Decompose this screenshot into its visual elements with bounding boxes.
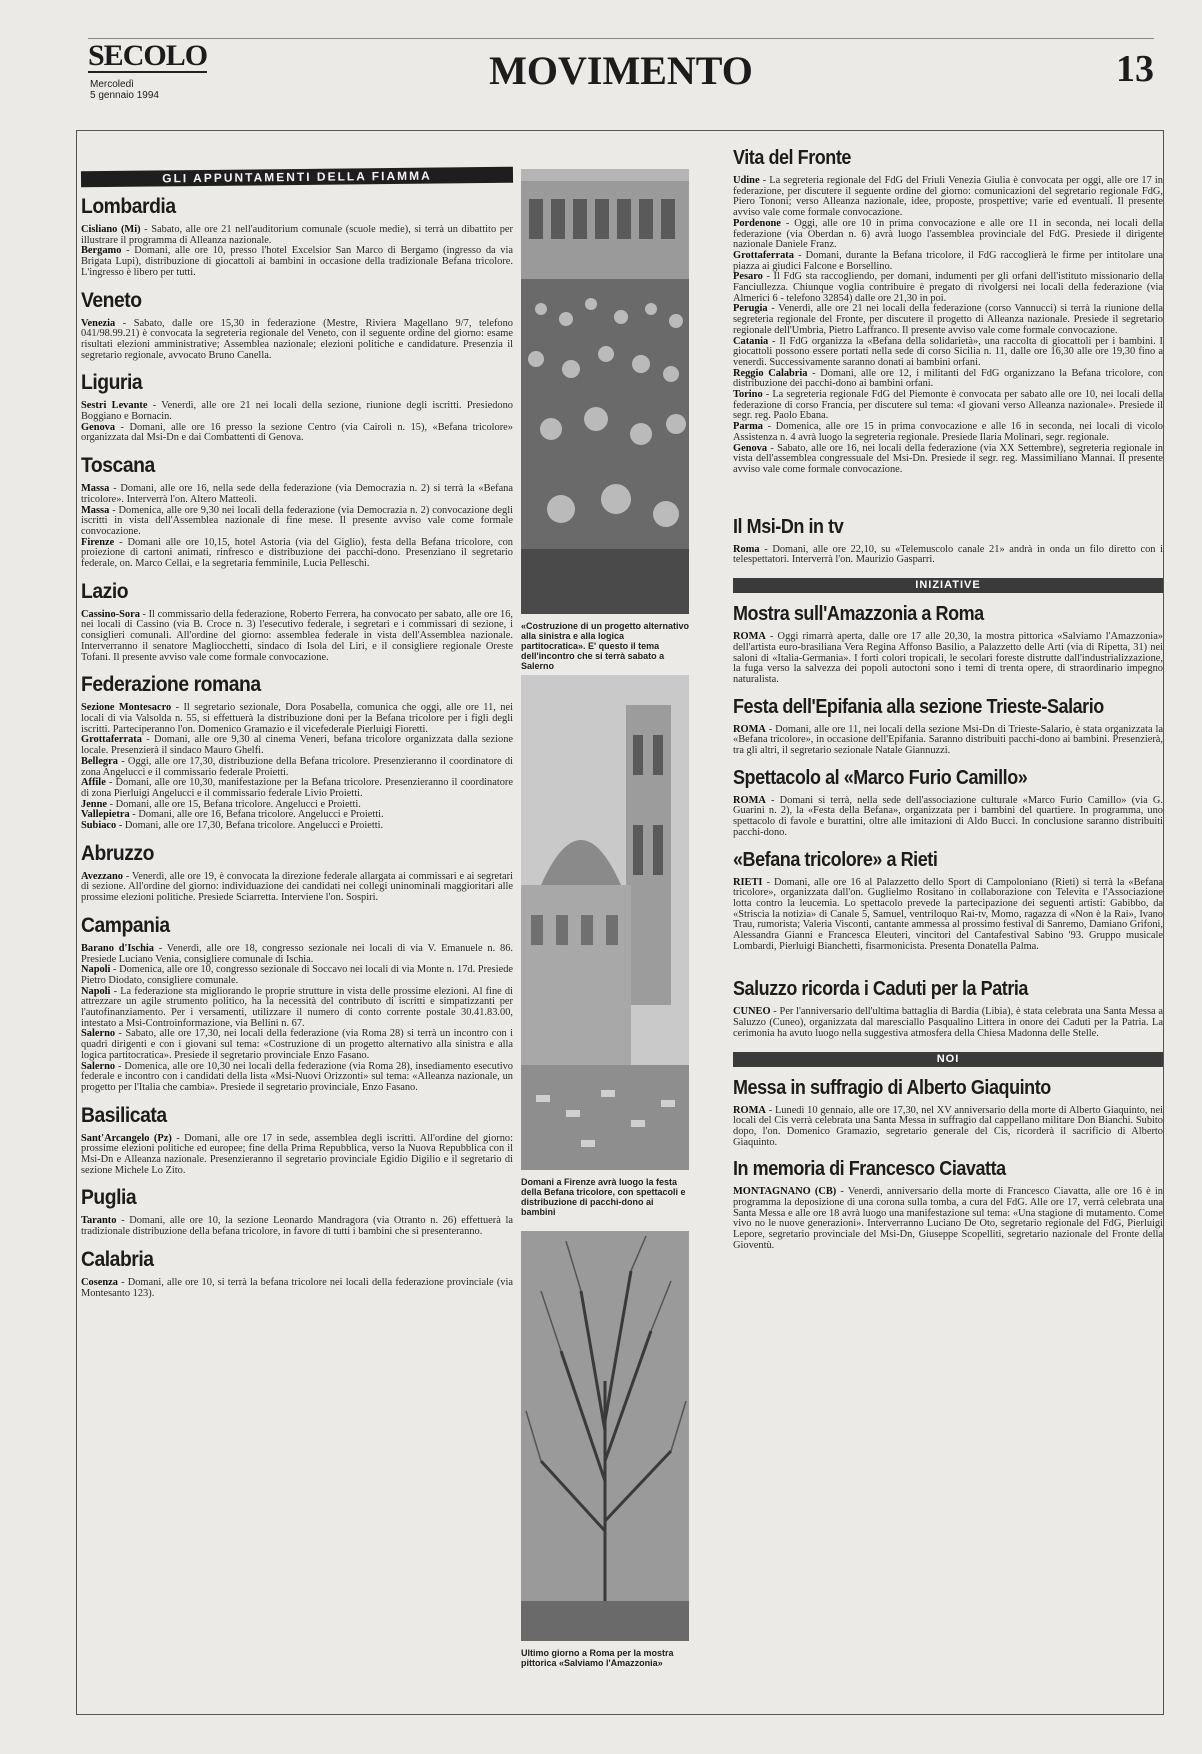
amazon-painting-image <box>521 1231 689 1641</box>
notice-location: Perugia <box>733 303 768 315</box>
regions-list <box>81 195 513 1299</box>
notice-text: - Domenica, alle ore 10,30 nei locali della federazione (via Roma 28), insediamento esecutivo federale e incontro con i candidati della lista «Msi-Nuovi Orizzonti» sul tema: «Alleanza nazionale, un progetto per l'Italia che cambia». Presiede il segretario provinciale, Enzo Fasano. <box>81 1060 513 1093</box>
notice-location: MONTAGNANO (CB) <box>733 1186 837 1198</box>
issue-day: Mercoledì <box>90 79 134 90</box>
article-heading: In memoria di Francesco Ciavatta <box>733 1158 1006 1181</box>
notice-location: Massa <box>81 504 110 516</box>
notice-location: Cisliano (Mi) <box>81 224 141 235</box>
notice-text: - Il commissario della federazione, Roberto Ferrera, ha convocato per sabato, alle ore 16, nei locali di Cassino (via B. Croce n. 3) l'esecutivo federale, i segretari e i commissari di sezione, i consiglieri comunali. All'ordine del giorno: assemblea federale in vista dell'Assemblea nazionale. Interverranno il senatore Magliocchetti, sindaco di Isola del Liri, e il consigliere regionale Oreste Tofani. Il presente avviso vale come formale convocazione. <box>81 608 513 663</box>
notice-item <box>733 545 1163 566</box>
notice-text: - La segreteria regionale FdG del Piemonte è convocata per sabato alle ore 10, nei locali della federazione di corso Francia, per discutere sul tema: «I giovani verso Alleanza nazionale». Presiede il segr. reg. Paolo Ebana. <box>733 389 1163 422</box>
notice-location: Bellegra <box>81 755 118 767</box>
initiatives-banner: INIZIATIVE <box>733 578 1163 593</box>
notice-item <box>81 538 513 570</box>
notice-item <box>81 423 513 444</box>
notice-text: - Il FdG organizza la «Befana della solidarietà», una raccolta di giocattoli per i bambini. I giocattoli possono essere portati nella sede di corso Sicilia n. 11, dalle ore 16,30 alle ore 19,30 fino a venerdì. Successivamente saranno donati ai bambini orfani. <box>733 335 1163 368</box>
notice-location: Parma <box>733 421 764 433</box>
article-heading: Spettacolo al «Marco Furio Camillo» <box>733 766 1028 789</box>
notice-location: Jenne <box>81 798 107 810</box>
notice-location: Grottaferrata <box>81 734 142 746</box>
notice-text: - Domani, alle ore 9,30 al cinema Veneri, befana tricolore organizzata dalla sezione locale. Presenzierà il sindaco Mauro Ghelfi. <box>81 734 513 757</box>
notice-location: ROMA <box>733 723 766 735</box>
notice-text: - Il FdG sta raccogliendo, per domani, indumenti per gli orfani dell'istituto missionario della Fanciullezza. Chiunque voglia contribuire è pregato di rivolgersi nei locali della federazione (via Almerici 6 - telefono 32854) dalle ore 21,30 in poi. <box>733 271 1163 304</box>
notice-text: - Domani, durante la Befana tricolore, il FdG raccoglierà le firme per intitolare una piazza ai giudici Falcone e Borsellino. <box>733 249 1163 272</box>
florence-cathedral-image <box>521 675 689 1170</box>
notice-location: Avezzano <box>81 870 123 882</box>
notice-text: - Domani, alle ore 11, nei locali della sezione Msi-Dn di Trieste-Salario, è stata organizzata la «Befana tricolore», in occasione dell'Epifania. Saranno distribuiti pacchi-dono ai bambini. Presenzierà, tra gli altri, il segretario sezionale Natale Giannuzzi. <box>733 723 1163 757</box>
notice-location: ROMA <box>733 794 766 806</box>
masthead <box>88 38 1154 108</box>
notice-text: - Domani, alle ore 10, si terrà la befana tricolore nei locali della federazione provinciale (via Montesanto 123). <box>81 1276 513 1299</box>
notice-location: Venezia <box>81 317 116 329</box>
notice-item <box>81 1216 513 1237</box>
photo-caption-salerno: «Costruzione di un progetto alternativo alla sinistra e alla logica partitocratica». E' questo il tema dell'incontro che si terrà sabato a Salerno <box>521 621 690 671</box>
notice-item <box>733 1007 1163 1039</box>
notice-item <box>81 1029 513 1061</box>
article-heading: Il Msi-Dn in tv <box>733 515 844 538</box>
notice-item <box>81 872 513 904</box>
notice-text: - Domani, alle ore 10, presso l'hotel Excelsior San Marco di Bergamo (ingresso da via Brigata Lupi), distribuzione di giocattoli ai bambini in occasione della tradizionale Befana tricolore. L'ingresso è libero per tutti. <box>81 245 513 278</box>
notice-text: - Venerdì, alle ore 21 nei locali della federazione (corso Vannucci) si terrà la riunione della segreteria regionale del Fronte, per discutere il progetto di Alleanza nazionale. Presiede il segretario regionale dell'Umbria, Pietro Laffranco. Il presente avviso vale come formale convocazione. <box>733 303 1163 336</box>
notice-item <box>733 337 1163 369</box>
article-heading: Festa dell'Epifania alla sezione Trieste-Salario <box>733 695 1104 718</box>
news-column <box>733 147 1163 1252</box>
notice-location: ROMA <box>733 631 766 643</box>
notice-location: Pesaro <box>733 271 763 283</box>
notice-location: Grottaferrata <box>733 249 794 261</box>
notice-item <box>81 484 513 505</box>
notice-text: - Domenica, alle ore 15 in prima convocazione e alle 16 in seconda, nei locali di vicolo Assistenza n. 4 avrà luogo la segreteria regionale. Presiede Ilaria Molinari, segr. regionale. <box>733 421 1163 443</box>
notice-item <box>733 725 1163 757</box>
notice-location: Roma <box>733 543 760 555</box>
notice-text: - Sabato, alle ore 17,30, nei locali della federazione (via Roma 28) si terrà un incontro con i quadri dirigenti e con i giovani sul tema: «Costruzione di un progetto alternativo alla sinistra e alla logica partitocratica». Presiede il segretario provinciale Enzo Fasano. <box>81 1028 513 1061</box>
notice-item <box>81 1062 513 1094</box>
region-heading: Toscana <box>81 454 155 478</box>
section-title: MOVIMENTO <box>489 48 753 93</box>
notice-text: - Domenica, alle ore 10, congresso sezionale di Soccavo nei locali di via Monte n. 17d. Presiede Pietro Diodato, consigliere comunale. <box>81 964 513 986</box>
notice-text: - Sabato, alle ore 16, nei locali della federazione (via XX Settembre), segreteria regionale in vista dell'assemblea congressuale del Msi-Dn. Presiede il segr. reg. Massimiliano Mannai. Il presente avviso vale come formale convocazione. <box>733 442 1163 475</box>
notice-item <box>733 251 1163 272</box>
notice-text: - Domani, alle ore 16 al Palazzetto dello Sport di Campoloniano (Rieti) si terrà la «Befana tricolore», organizzata dall'on. Guglielmo Rositano in collaborazione con Televita e l'Associazione lotta contro la leucemia. Lo spettacolo prevede la partecipazione dei seguenti artisti: Gabibbo, da «Striscia la notizia» di Canale 5, Samuel, ventriloquo Rai-tv, Momo, ragazza di «Non è la Rai», Ivano Trau, rumorista; Valeria Visconti, cantante ammessa al prossimo festival di Sanremo, Damiano Grifoni, Alessandra Gianni e Francesca Eleuteri, vincitori del Cantafestival Sabino '93. Gruppo musicale Lombardi, Pierluigi Bianchetti, fisarmonicista. Presenta Donatella Palma. <box>733 876 1163 952</box>
notice-text: - Venerdì, alle ore 18, congresso sezionale nei locali di via V. Emanuele n. 86. Presiede Luciano Venia, consigliere comunale di Ischia. <box>81 942 513 965</box>
notice-text: - La federazione sta migliorando le proprie strutture in vista delle prossime elezioni. Al fine di attrezzare un agile strumento politico, ha la necessità del contributo di iscritti e simpatizzanti per l'autofinanziamento. Per i versamenti, utilizzare il numero di conto corrente postale 30.41.83.00, intestato a Msi-Controinformazione, via Bellini n. 67. <box>81 985 513 1029</box>
appointments-banner: GLI APPUNTAMENTI DELLA FIAMMA <box>81 167 513 188</box>
notice-location: Massa <box>81 483 110 495</box>
appointments-column <box>81 169 513 1299</box>
content-frame <box>76 130 1164 1715</box>
article-heading: Mostra sull'Amazzonia a Roma <box>733 603 984 626</box>
notice-location: Napoli <box>81 964 111 976</box>
article-heading: Vita del Fronte <box>733 147 851 169</box>
region-heading: Abruzzo <box>81 841 154 865</box>
photo-column <box>521 131 689 1716</box>
notice-text: - Domani, alle ore 10,30, manifestazione per la Befana tricolore. Presenzieranno il coordinatore di zona Pierluigi Angelucci e il commissario federale Livio Proietti. <box>81 777 513 799</box>
article-heading: Messa in suffragio di Alberto Giaquinto <box>733 1076 1051 1099</box>
notice-location: Torino <box>733 389 763 401</box>
notice-location: Sant'Arcangelo (Pz) <box>81 1132 172 1144</box>
notice-location: Reggio Calabria <box>733 367 808 379</box>
notice-location: Cassino-Sora <box>81 608 140 620</box>
notice-location: Genova <box>733 442 768 454</box>
notice-item <box>81 246 513 278</box>
region-heading: Campania <box>81 913 170 937</box>
notice-location: Subiaco <box>81 820 117 832</box>
region-heading: Lazio <box>81 579 129 603</box>
notice-item <box>81 225 513 246</box>
notice-text: - Domani, alle ore 10, la sezione Leonardo Mandragora (via Otranto n. 26) effettuerà la tradizionale distribuzione della befana tricolore, in favore di tutti i bambini che si presenteranno. <box>81 1215 513 1238</box>
notice-location: Sezione Montesacro <box>81 702 172 714</box>
notice-item <box>81 821 513 832</box>
notice-location: Barano d'Ischia <box>81 942 154 954</box>
notice-item <box>733 304 1163 336</box>
region-heading: Puglia <box>81 1186 137 1210</box>
notice-item <box>733 444 1163 476</box>
notice-item <box>81 506 513 538</box>
notice-text: - Per l'anniversario dell'ultima battaglia di Bardia (Libia), è stata celebrata una Santa Messa a Saluzzo (Cuneo), organizzata dal maresciallo Pasqualino Littera in onore dei Caduti per la Patria. La cerimonia ha avuto luogo nella suggestiva atmosfera della Chiesa Madonna delle Stelle. <box>733 1006 1163 1039</box>
region-heading: Calabria <box>81 1247 154 1271</box>
notice-text: - Domani, alle ore 17 in sede, assemblea degli iscritti. All'ordine del giorno: prossime elezioni politiche ed europee; fine della Prima Repubblica, verso la Nuova Repubblica con il Msi-Dn e Alleanza nazionale. Presenzieranno il segretario provinciale Egidio Digilio e il segretario di sezione Michele Lo Zito. <box>81 1132 514 1176</box>
notice-location: Catania <box>733 335 769 347</box>
region-heading: Basilicata <box>81 1103 167 1127</box>
notice-location: Vallepietra <box>81 809 130 821</box>
notice-item <box>81 778 513 799</box>
notice-item <box>81 965 513 986</box>
photo-caption-florence: Domani a Firenze avrà luogo la festa della Befana tricolore, con spettacoli e distribuzione di pacchi-dono ai bambini <box>521 1177 686 1217</box>
notice-item <box>733 422 1163 443</box>
notice-text: - Sabato, alle ore 21 nell'auditorium comunale (scuole medie), si terrà un dibattito per illustrare il programma di Alleanza nazionale. <box>81 224 513 246</box>
notice-text: - Domani, alle ore 16, Befana tricolore. Angelucci e Proietti. <box>129 809 384 821</box>
notice-location: Udine <box>733 175 760 186</box>
notice-text: - Domani si terrà, nella sede dell'associazione culturale «Marco Furio Camillo» (via G. Guarini n. 2), la «Festa della Befana», organizzata per i bambini del quartiere. In programma, uno spettacolo di favole e burattini, oltre alle imitazioni di Aldo Bucci. In conclusione saranno distribuiti pacchi-dono. <box>733 794 1163 838</box>
notice-item <box>733 878 1163 953</box>
notice-location: Napoli <box>81 985 111 997</box>
notice-text: - Sabato, dalle ore 15,30 in federazione (Mestre, Riviera Magellano 9/7, telefono 041/98.99.21) è convocata la segreteria regionale del Veneto, con il seguente ordine del giorno: esame risultati elezioni amministrative; Assemblea nazionale; elezioni politiche e candidature. Presenzia il segretario regionale, avvocato Bruno Canella. <box>81 317 513 361</box>
crowd-image <box>521 169 689 614</box>
notice-location: Bergamo <box>81 245 122 257</box>
notice-location: ROMA <box>733 1104 766 1116</box>
notice-text: - La segreteria regionale del FdG del Friuli Venezia Giulia è convocata per oggi, alle ore 17 in federazione, per discutere il seguente ordine del giorno: comunicazioni del segretario regionale FdG, Piero Tononi; verso Alleanza nazionale, idee, proposte, prospettive; varie ed eventuali. Il presente avviso vale come formale convocazione. <box>733 175 1163 219</box>
notice-text: - Oggi, alle ore 10 in prima convocazione e alle ore 11 in seconda, nei locali della federazione (via Oberdan n. 6) avrà luogo l'assemblea provinciale del FdG. Presiede il dirigente nazionale Daniele Franz. <box>733 217 1163 251</box>
notice-item <box>81 735 513 756</box>
notice-location: Salerno <box>81 1060 116 1072</box>
notice-item <box>733 272 1163 304</box>
notice-location: Firenze <box>81 536 115 548</box>
notice-text: - Domani, alle ore 22,10, su «Telemuscolo canale 21» andrà in onda un filo diretto con i telespettatori. Interverrà l'on. Maurizio Gasparri. <box>733 543 1163 566</box>
notice-item <box>733 632 1163 686</box>
noi-banner: NOI <box>733 1052 1163 1067</box>
notice-text: - Domani alle ore 10,15, hotel Astoria (via del Giglio), festa della Befana tricolore, con proiezione di cartoni animati, rinfresco e distribuzione dei pacchi-dono. Presenziano il segretario federale, on. Marco Cellai, e la segretaria femminile, Lucia Pelleschi. <box>81 536 513 570</box>
region-heading: Federazione romana <box>81 673 261 697</box>
notice-item <box>733 1106 1163 1149</box>
region-heading: Veneto <box>81 288 142 312</box>
notice-location: CUNEO <box>733 1006 771 1018</box>
notice-item <box>81 610 513 664</box>
amazon-photo <box>521 1231 689 1641</box>
notice-text: - Domani, alle ore 15, Befana tricolore. Angelucci e Proietti. <box>106 798 361 810</box>
notice-location: Taranto <box>81 1215 117 1227</box>
notice-item <box>81 757 513 778</box>
region-heading: Lombardia <box>81 195 176 218</box>
notice-item <box>733 796 1163 839</box>
notice-text: - Domani, alle ore 16 presso la sezione Centro (via Cairoli n. 15), «Befana tricolore» organizzata dal Msi-Dn e dai Combattenti di Genova. <box>81 421 513 444</box>
issue-full-date: 5 gennaio 1994 <box>90 90 159 101</box>
notice-text: - Domani, alle ore 17,30, Befana tricolore. Angelucci e Proietti. <box>116 820 384 832</box>
notice-item <box>733 369 1163 390</box>
notice-location: RIETI <box>733 876 763 888</box>
notice-item <box>81 944 513 965</box>
notice-location: Sestri Levante <box>81 400 148 412</box>
notice-location: Affile <box>81 777 106 789</box>
region-heading: Liguria <box>81 371 143 395</box>
crowd-photo <box>521 169 689 614</box>
notice-item <box>81 1278 513 1299</box>
photo-caption-amazon: Ultimo giorno a Roma per la mostra pittorica «Salviamo l'Amazzonia» <box>521 1648 674 1668</box>
notice-location: Cosenza <box>81 1276 118 1288</box>
notice-text: - Venerdì, anniversario della morte di Francesco Ciavatta, alle ore 16 è in programma la deposizione di una corona sulla tomba, a cura del FdG. Alle ore 17, verrà celebrata una Santa Messa e alle ore 18 avrà luogo una manifestazione sul tema: «Una stagione di mutamento. Come vivo no le nuove generazioni». Interverranno Luciano De Oto, segretario regionale del FdG, Pierluigi Lepore, segretario provinciale del Msi-Dn, Giuseppe Scopelliti, segretario nazionale del Fronte della Gioventù. <box>733 1186 1163 1251</box>
notice-text: - Domenica, alle ore 9,30 nei locali della federazione (via Democrazia n. 2) convocazione degli iscritti in vista dell'Assemblea nazionale di fine mese. Il presente avviso vale come formale convocazione. <box>81 504 513 537</box>
notice-text: - Oggi rimarrà aperta, dalle ore 17 alle 20,30, la mostra pittorica «Salviamo l'Amazzonia» dell'artista euro-brasiliana Vera Regina Affonso Basilio, a Palazzetto delle Arti (via di Ripetta, 31) nei saloni di «Italia-Germania». I forti colori tropicali, le secolari foreste distrutte dall'industrializzazione, la fuga verso la salvezza dei popoli autoctoni sono i temi di trenta opere, di straordinario impegno naturalista. <box>733 631 1163 685</box>
notice-item <box>733 176 1163 219</box>
notice-text: - Oggi, alle ore 17,30, distribuzione della Befana tricolore. Presenzieranno il coordinatore di zona Angelucci e il commissario federale Proietti. <box>81 755 513 778</box>
article-heading: «Befana tricolore» a Rieti <box>733 848 938 871</box>
notice-item <box>733 1187 1163 1251</box>
notice-item <box>733 219 1163 251</box>
notice-location: Salerno <box>81 1028 116 1040</box>
page-number: 13 <box>1116 48 1154 90</box>
notice-text: - Venerdì, alle ore 21 nei locali della sezione, riunione degli iscritti. Presiedono Boggiano e Bornacin. <box>81 400 513 423</box>
notice-text: - Domani, alle ore 16, nella sede della federazione (via Democrazia n. 2) si terrà la «Befana tricolore». Interverrà l'on. Altero Matteoli. <box>81 483 513 505</box>
florence-photo <box>521 675 689 1170</box>
notice-location: Pordenone <box>733 217 781 229</box>
notice-item <box>733 390 1163 422</box>
notice-text: - Domani, alle ore 12, i militanti del FdG organizzano la Befana tricolore, con distribuzione dei pacchi-dono ai bambini orfani. <box>733 367 1163 390</box>
notice-item <box>81 987 513 1030</box>
notice-item <box>81 1134 513 1177</box>
notice-item <box>81 703 513 735</box>
notice-text: - Venerdì, alle ore 19, è convocata la direzione federale allargata ai commissari e ai segretari di sezione. All'ordine del giorno: individuazione dei candidati nei collegi uninominali maggioritari alle prossime elezioni politiche. Presiede Sciarretta. Interviene l'on. Sospiri. <box>81 870 513 904</box>
article-heading: Saluzzo ricorda i Caduti per la Patria <box>733 978 1028 1001</box>
notice-text: - Lunedì 10 gennaio, alle ore 17,30, nel XV anniversario della morte di Alberto Giaquinto, nei locali del Cis verrà celebrata una Santa Messa in suffragio dal cappellano militare Don Bianchi. Subito dopo, l'on. Domenico Gramazio, segretario generale del Cis, ricorderà il sacrificio di Alberto Giaquinto. <box>733 1104 1163 1148</box>
notice-text: - Il segretario sezionale, Dora Posabella, comunica che oggi, alle ore 11, nei locali di via Valsolda n. 55, si effettuerà la distribuzione doni per la Befana tricolore per i figli degli iscritti. Parteciperanno l'on. Domenico Gramazio e il vicefederale Pierluigi Fioretti. <box>81 702 513 735</box>
newspaper-logo: SECOLO <box>88 39 208 72</box>
notice-location: Genova <box>81 421 116 433</box>
notice-item <box>81 401 513 422</box>
notice-item <box>81 319 513 362</box>
